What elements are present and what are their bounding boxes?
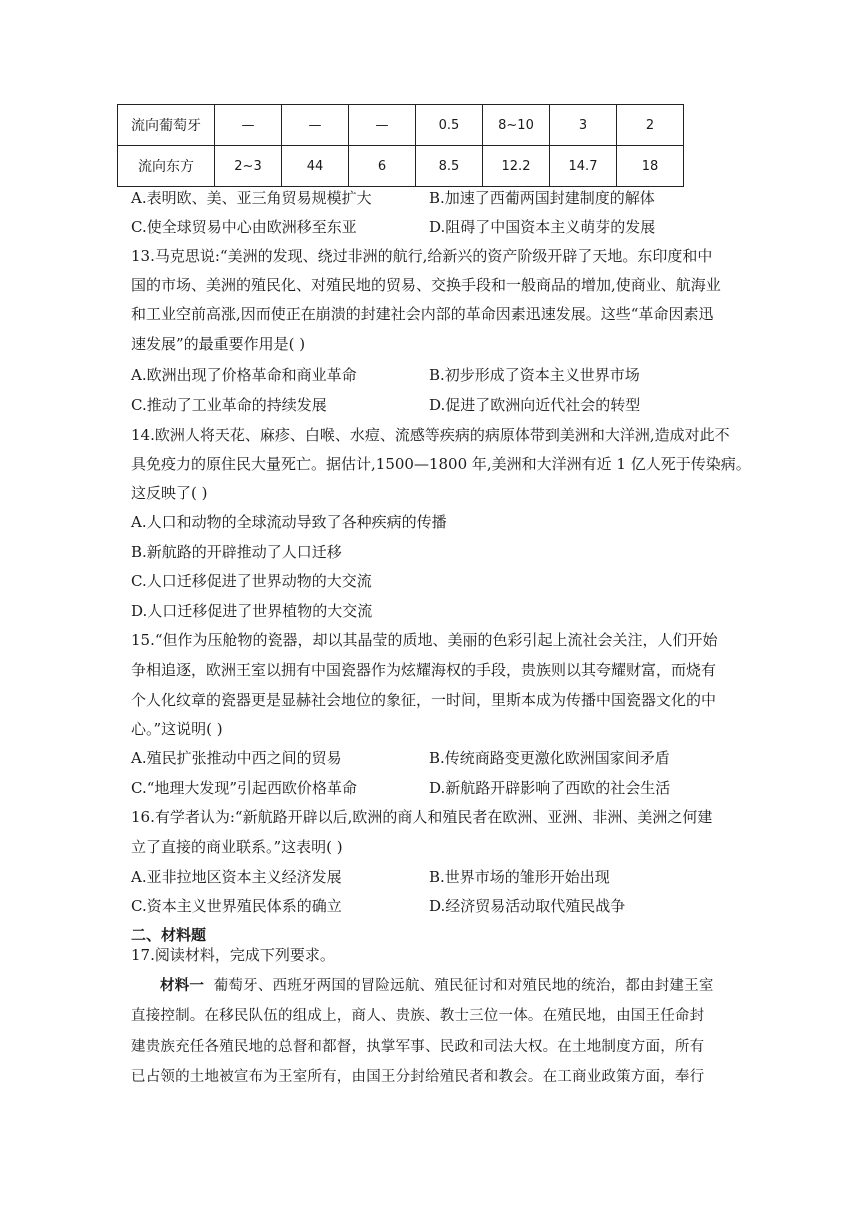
- q14-option-d: D.人口迁移促进了世界植物的大交流: [131, 602, 373, 620]
- q15-stem-line: 心。”这说明( ): [131, 720, 223, 738]
- table-cell: —: [349, 105, 416, 146]
- row-label: 流向东方: [118, 146, 215, 187]
- material-label: 材料一: [160, 978, 205, 994]
- q13-option-a: A.欧洲出现了价格革命和商业革命: [131, 366, 357, 384]
- q13-stem-line: 和工业空前高涨,因而使正在崩溃的封建社会内部的革命因素迅速发展。这些“革命因素迅: [131, 305, 714, 323]
- material-line: [160, 975, 714, 997]
- q14-option-c: C.人口迁移促进了世界动物的大交流: [131, 572, 372, 590]
- q14-stem-line: 这反映了( ): [131, 484, 208, 502]
- table-cell: 2: [617, 105, 684, 146]
- q16-option-c: C.资本主义世界殖民体系的确立: [131, 897, 342, 915]
- q13-stem-line: 速发展”的最重要作用是( ): [131, 335, 306, 353]
- q12-option-d: D.阻碍了中国资本主义萌芽的发展: [429, 218, 656, 236]
- data-table: [117, 104, 684, 187]
- q15-option-a: A.殖民扩张推动中西之间的贸易: [131, 749, 342, 767]
- q15-option-b: B.传统商路变更激化欧洲国家间矛盾: [429, 749, 670, 767]
- material-line: 建贵族充任各殖民地的总督和都督，执掌军事、民政和司法大权。在土地制度方面，所有: [131, 1039, 705, 1055]
- material-line: 直接控制。在移民队伍的组成上，商人、贵族、教士三位一体。在殖民地，由国王任命封: [131, 1008, 705, 1024]
- q16-option-b: B.世界市场的雏形开始出现: [429, 868, 610, 886]
- q16-stem-line: 16.有学者认为:“新航路开辟以后,欧洲的商人和殖民者在欧洲、亚洲、非洲、美洲之何建: [131, 808, 713, 826]
- table-row: [118, 146, 684, 187]
- table-cell: 3: [550, 105, 617, 146]
- q13-stem-line: 13.马克思说:“美洲的发现、绕过非洲的航行,给新兴的资产阶级开辟了天地。东印度和中: [131, 247, 713, 265]
- q15-stem-line: 个人化纹章的瓷器更是显赫社会地位的象征，一时间，里斯本成为传播中国瓷器文化的中: [131, 691, 717, 709]
- q12-option-c: C.使全球贸易中心由欧洲移至东亚: [131, 218, 357, 236]
- row-label: 流向葡萄牙: [118, 105, 215, 146]
- table-cell: 8.5: [416, 146, 483, 187]
- q13-option-b: B.初步形成了资本主义世界市场: [429, 366, 640, 384]
- material-line: 已占领的土地被宣布为王室所有，由国王分封给殖民者和教会。在工商业政策方面，奉行: [131, 1069, 705, 1085]
- q14-option-b: B.新航路的开辟推动了人口迁移: [131, 543, 342, 561]
- q15-option-d: D.新航路开辟影响了西欧的社会生活: [429, 779, 671, 797]
- q17-prompt: 17.阅读材料，完成下列要求。: [131, 946, 335, 964]
- q13-option-c: C.推动了工业革命的持续发展: [131, 396, 327, 414]
- table-cell: —: [282, 105, 349, 146]
- table-cell: 2~3: [215, 146, 282, 187]
- table-cell: 18: [617, 146, 684, 187]
- q14-stem-line: 14.欧洲人将天花、麻疹、白喉、水痘、流感等疾病的病原体带到美洲和大洋洲,造成对此不: [131, 426, 730, 444]
- material-text: 葡萄牙、西班牙两国的冒险远航、殖民征讨和对殖民地的统治，都由封建王室: [213, 978, 714, 994]
- q14-option-a: A.人口和动物的全球流动导致了各种疾病的传播: [131, 513, 447, 531]
- table-cell: 12.2: [483, 146, 550, 187]
- q13-option-d: D.促进了欧洲向近代社会的转型: [429, 396, 641, 414]
- table-cell: 14.7: [550, 146, 617, 187]
- table-cell: 0.5: [416, 105, 483, 146]
- q15-stem-line: 争相追逐，欧洲王室以拥有中国瓷器作为炫耀海权的手段，贵族则以其夸耀财富，而烧有: [131, 661, 717, 679]
- q13-stem-line: 国的市场、美洲的殖民化、对殖民地的贸易、交换手段和一般商品的增加,使商业、航海业: [131, 276, 721, 294]
- table-cell: —: [215, 105, 282, 146]
- q16-option-a: A.亚非拉地区资本主义经济发展: [131, 868, 342, 886]
- table-cell: 6: [349, 146, 416, 187]
- table-cell: 44: [282, 146, 349, 187]
- table-row: [118, 105, 684, 146]
- q16-option-d: D.经济贸易活动取代殖民战争: [429, 897, 626, 915]
- q15-option-c: C.“地理大发现”引起西欧价格革命: [131, 779, 358, 797]
- section-heading: 二、材料题: [131, 926, 207, 944]
- q12-option-b: B.加速了西葡两国封建制度的解体: [429, 189, 655, 207]
- q16-stem-line: 立了直接的商业联系。”这表明( ): [131, 838, 343, 856]
- q15-stem-line: 15.“但作为压舱物的瓷器，却以其晶莹的质地、美丽的色彩引起上流社会关注，人们开始: [131, 631, 718, 649]
- table-cell: 8~10: [483, 105, 550, 146]
- q12-option-a: A.表明欧、美、亚三角贸易规模扩大: [131, 189, 372, 207]
- q14-stem-line: 具免疫力的原住民大量死亡。据估计,1500—1800 年,美洲和大洋洲有近 1 亿人死于传染病。: [131, 455, 751, 473]
